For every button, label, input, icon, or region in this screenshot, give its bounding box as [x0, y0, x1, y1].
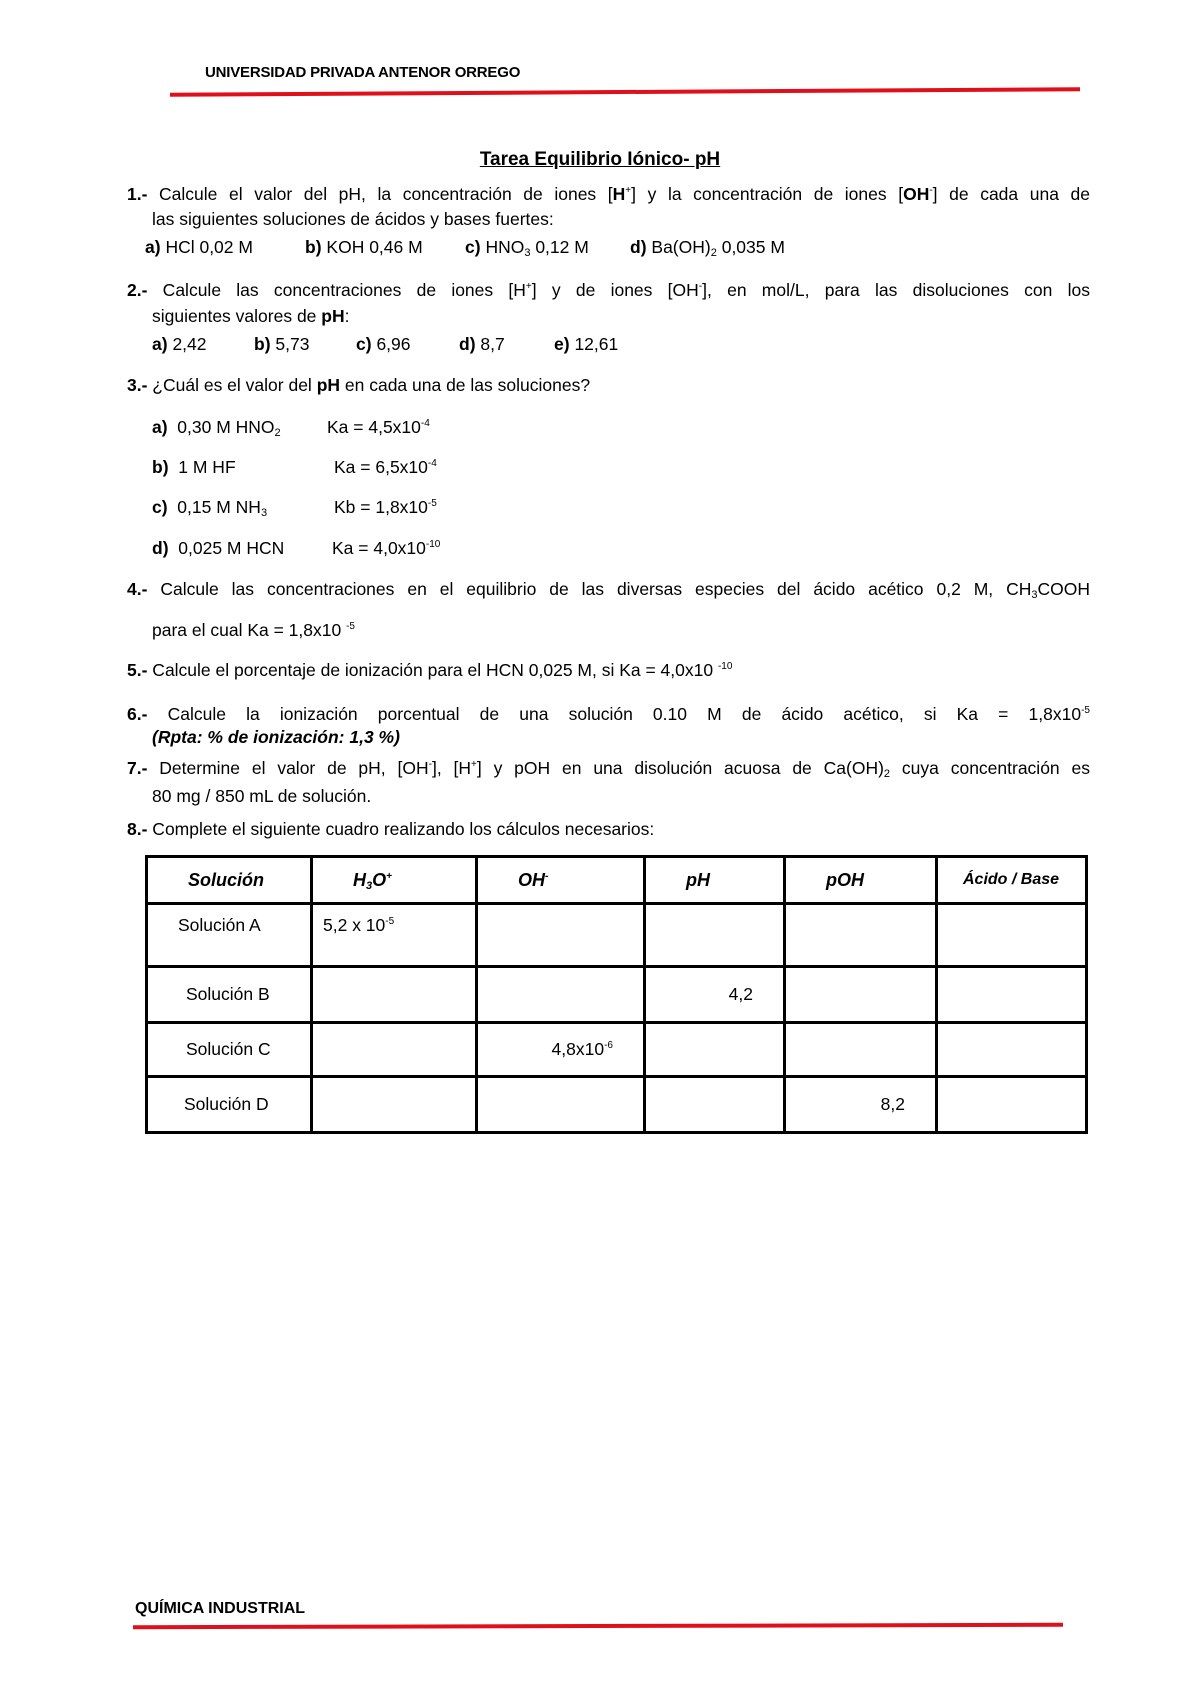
table-row: [147, 967, 1087, 1023]
header-ph: pH: [645, 857, 785, 904]
question-3-item-d: d) 0,025 M HCN $Ka = 4,0x10^{-10}$: [152, 538, 441, 558]
cell-h3o: [312, 967, 477, 1023]
question-6-line-1: 6.- Calcule la ionización porcentual de una solución 0.10 M de ácido acético, si $Ka = 1,8x10^{-5}$: [127, 704, 1090, 724]
header-solucion: Solución: [147, 857, 312, 904]
question-1-line-1: 1.- Calcule el valor del pH, la concentración de iones [H+] y la concentración de iones [OH-] de cada una de: [127, 184, 1090, 204]
question-5: 5.- Calcule el porcentaje de ionización para el HCN 0,025 M, si Ka = 4,0x10 $^{-10}$: [127, 660, 733, 680]
cell-ph: 4,2: [645, 967, 785, 1023]
question-3-line-1: 3.- ¿Cuál es el valor del pH en cada una de las soluciones?: [127, 375, 591, 395]
table-row: [147, 904, 1087, 967]
row-label: Solución A: [147, 904, 312, 967]
question-3-item-b: b) 1 M HF $Ka = 6,5x10^{-4}$: [152, 457, 437, 477]
question-7-line-1: 7.- Determine el valor de pH, [OH-], [H+] y pOH en una disolución acuosa de $Ca(OH)_2$ cuya concentración es: [127, 758, 1090, 780]
question-2-line-2: siguientes valores de pH:: [152, 306, 350, 326]
table-header-row: [147, 857, 1087, 904]
cell-ph: [645, 1023, 785, 1077]
question-2-line-1: 2.- Calcule las concentraciones de iones [H+] y de iones [OH-], en mol/L, para las disoluciones con los: [127, 280, 1090, 300]
institution-name: UNIVERSIDAD PRIVADA ANTENOR ORREGO: [205, 64, 521, 81]
header-rule: [170, 87, 1080, 97]
solutions-table: [145, 855, 1088, 1134]
row-label: Solución B: [147, 967, 312, 1023]
cell-poh: [785, 1023, 937, 1077]
table-row: [147, 1023, 1087, 1077]
cell-oh: [477, 1077, 645, 1133]
question-1-line-2: las siguientes soluciones de ácidos y bases fuertes:: [152, 209, 554, 229]
cell-h3o: 5,2 x $10^{-5}$: [312, 904, 477, 967]
cell-acido-base: [937, 904, 1087, 967]
cell-acido-base: [937, 1077, 1087, 1133]
cell-ph: [645, 1077, 785, 1133]
cell-oh: [477, 967, 645, 1023]
cell-acido-base: [937, 1023, 1087, 1077]
cell-h3o: [312, 1023, 477, 1077]
cell-oh: [477, 904, 645, 967]
header-oh: OH-: [477, 857, 645, 904]
question-8: 8.- Complete el siguiente cuadro realizando los cálculos necesarios:: [127, 819, 655, 839]
question-3-item-c: c) 0,15 M $NH_3$ $Kb = 1,8x10^{-5}$: [152, 497, 437, 519]
cell-acido-base: [937, 967, 1087, 1023]
question-7-line-2: 80 mg / 850 mL de solución.: [152, 786, 372, 806]
question-2-options: a) 2,42 b) 5,73 c) 6,96 d) 8,7 e) 12,61: [152, 334, 619, 354]
cell-oh: $4,8x10^{-6}$: [477, 1023, 645, 1077]
cell-ph: [645, 904, 785, 967]
course-name: QUÍMICA INDUSTRIAL: [135, 1600, 306, 1617]
cell-h3o: [312, 1077, 477, 1133]
cell-poh: [785, 967, 937, 1023]
question-6-answer: (Rpta: % de ionización: 1,3 %): [152, 727, 400, 747]
question-3-item-a: a) 0,30 M $HNO_2$ $Ka = 4,5x10^{-4}$: [152, 417, 430, 439]
row-label: Solución C: [147, 1023, 312, 1077]
table-row: [147, 1077, 1087, 1133]
row-label: Solución D: [147, 1077, 312, 1133]
footer-rule: [133, 1623, 1063, 1629]
cell-poh: 8,2: [785, 1077, 937, 1133]
header-h3o: $H_3O^+$: [312, 857, 477, 904]
question-4-line-2: para el cual Ka = 1,8x10 $^{-5}$: [152, 620, 355, 640]
question-4-line-1: 4.- Calcule las concentraciones en el equilibrio de las diversas especies del ácido acético 0,2 M, $CH_3COOH$: [127, 579, 1090, 601]
header-poh: pOH: [785, 857, 937, 904]
page-title: Tarea Equilibrio Iónico- pH: [479, 149, 721, 170]
cell-poh: [785, 904, 937, 967]
header-acido-base: Ácido / Base: [937, 857, 1087, 904]
question-1-options: a) HCl 0,02 M b) KOH 0,46 M c) $HNO_3$ 0,12 M d) $Ba(OH)_2$ 0,035 M: [145, 237, 785, 259]
